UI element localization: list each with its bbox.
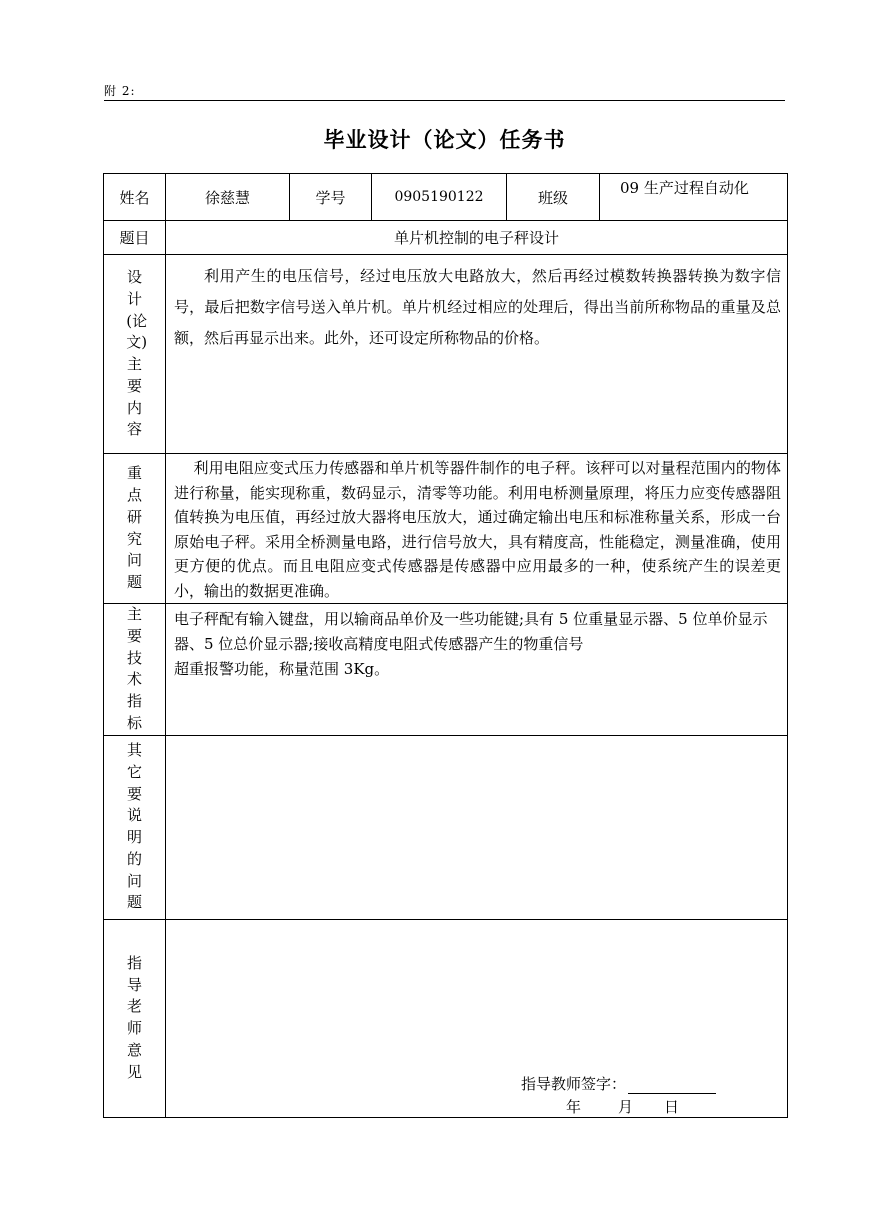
topic-row [104,221,788,255]
advisor-label-text: 指导老师意见 [126,953,142,1081]
design-content-label [104,255,166,454]
advisor-signature-blank [628,1077,716,1094]
tech-specs-row [104,604,788,736]
tech-specs-line-2: 超重报警功能，称量范围 3Kg。 [174,660,390,678]
advisor-signature-label: 指导教师签字： [521,1074,627,1093]
tech-specs-cell [166,604,788,736]
task-form-table [103,173,788,1118]
tech-specs-text [166,604,787,682]
other-notes-cell [166,735,788,919]
advisor-signature-line [521,1073,716,1094]
design-content-row [104,255,788,454]
key-research-label [104,454,166,604]
header-divider [104,100,785,101]
advisor-date-line [566,1096,679,1117]
student-id-value: 0905190122 [372,174,507,221]
tech-specs-label [104,604,166,736]
other-notes-label [104,735,166,919]
tech-specs-label-text: 主要技术指标 [126,605,142,732]
key-research-cell [166,454,788,604]
class-label: 班级 [507,174,600,221]
date-month-label: 月 [618,1097,634,1116]
topic-label: 题目 [104,221,166,255]
topic-value: 单片机控制的电子秤设计 [166,221,788,255]
student-id-label: 学号 [290,174,372,221]
date-day-label: 日 [664,1097,680,1116]
advisor-row [104,919,788,1117]
name-value: 徐慈慧 [166,174,290,221]
other-notes-text [166,736,787,742]
name-label: 姓名 [104,174,166,221]
other-notes-row [104,735,788,919]
date-year-label: 年 [566,1097,582,1116]
key-research-text: 利用电阻应变式压力传感器和单片机等器件制作的电子秤。该秤可以对量程范围内的物体进行称量，能实现称重，数码显示，清零等功能。利用电桥测量原理，将压力应变传感器阻值转换为电压值，再经过放大器将电压放大，通过确定输出电压和标准称量关系，形成一台原始电子秤。采用全桥测量电路，进行信号放大，具有精度高，性能稳定，测量准确，使用更方便的优点。而且电阻应变式传感器是传感器中应用最多的一种，使系统产生的误差更小，输出的数据更准确。 [174,459,781,600]
design-content-cell [166,255,788,454]
tech-specs-line-1: 电子秤配有输入键盘，用以输商品单价及一些功能键;具有 5 位重量显示器、5 位单价显示器、5 位总价显示器;接收高精度电阻式传感器产生的物重信号 [174,610,768,653]
key-research-label-text: 重点研究问题 [126,464,142,591]
info-row [104,174,788,221]
advisor-opinion-cell [166,919,788,1117]
key-research-row [104,454,788,604]
advisor-label [104,919,166,1117]
class-value: 09 生产过程自动化 [600,174,788,221]
other-notes-label-text: 其它要说明的问题 [126,741,142,912]
page-title: 毕业设计（论文）任务书 [323,128,566,152]
design-content-text: 利用产生的电压信号，经过电压放大电路放大，然后再经过模数转换器转换为数字信号，最后把数字信号送入单片机。单片机经过相应的处理后，得出当前所称物品的重量及总额，然后再显示出来。此外，还可设定所称物品的价格。 [174,267,781,347]
design-content-label-text: 设计(论文)主要内容 [126,268,148,439]
attachment-note: 附 2: [104,84,136,98]
